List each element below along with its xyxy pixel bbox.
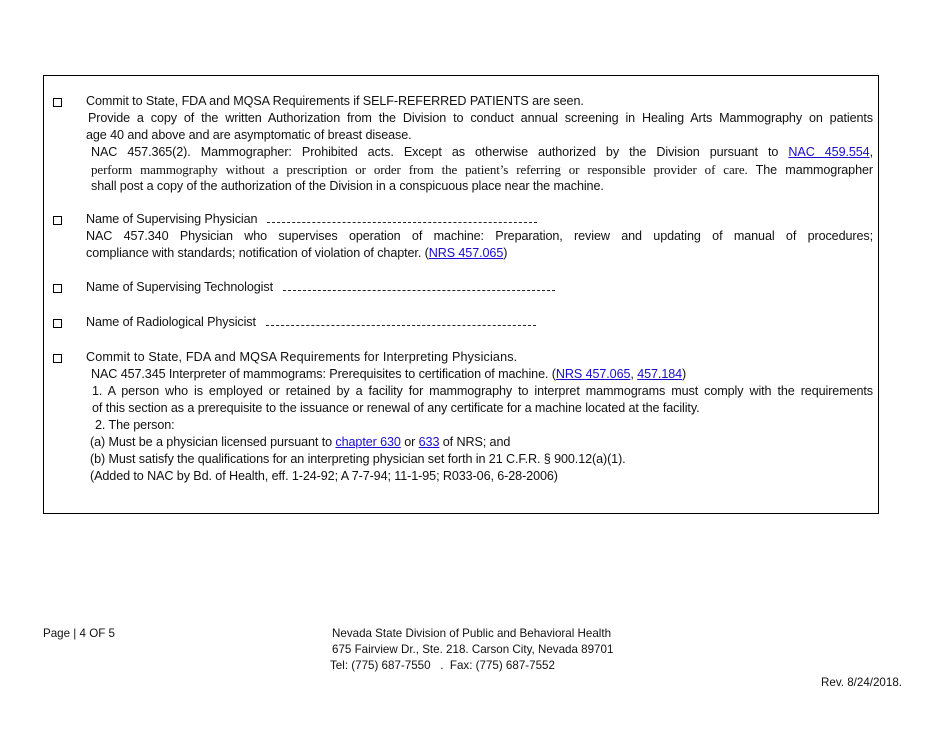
item-title: Commit to State, FDA and MQSA Requirements for Interpreting Physicians. (86, 350, 518, 364)
nrs-457-065-link[interactable]: NRS 457.065 (428, 246, 504, 260)
checkbox-supervising-technologist[interactable] (53, 284, 62, 293)
item-text: Provide a copy of the written Authorization from the Division to conduct annual screening in Healing Arts Mammography on patients (88, 111, 873, 125)
org-address: 675 Fairview Dr., Ste. 218. Carson City, Nevada 89701 (332, 643, 614, 656)
item-text: NAC 457.345 Interpreter of mammograms: Prerequisites to certification of machine. ( (91, 367, 556, 381)
item-text: of NRS; and (439, 435, 511, 449)
nac-459-554-link[interactable]: NAC 459.554 (788, 145, 870, 159)
item-title: Commit to State, FDA and MQSA Requirements if SELF-REFERRED PATIENTS are seen. (86, 94, 584, 108)
field-label: Name of Supervising Physician (86, 212, 258, 226)
punctuation: ) (503, 246, 508, 260)
page-number: Page | 4 OF 5 (43, 627, 115, 640)
item-text: of this section as a prerequisite to the issuance or renewal of any certificate for a machine located at the facility. (92, 401, 700, 415)
checkbox-radiological-physicist[interactable] (53, 319, 62, 328)
supervising-technologist-field[interactable] (283, 280, 555, 291)
org-name: Nevada State Division of Public and Behavioral Health (332, 627, 612, 640)
checkbox-supervising-physician[interactable] (53, 216, 62, 225)
punctuation: , (869, 145, 873, 159)
condition-a-line (90, 434, 510, 451)
chapter-630-link[interactable]: chapter 630 (335, 435, 401, 449)
checkbox-interpreting-physicians[interactable] (53, 354, 62, 363)
item-text: shall post a copy of the authorization of the Division in a conspicuous place near the machine. (91, 179, 604, 193)
nac-457-365-line-2 (91, 161, 873, 179)
item-text: (b) Must satisfy the qualifications for an interpreting physician set forth in 21 C.F.R. § 900.12(a)(1). (90, 452, 626, 466)
nac-457-365-line (91, 144, 873, 161)
history-note: (Added to NAC by Bd. of Health, eff. 1-24-92; A 7-7-94; 11-1-95; R033-06, 6-28-2006) (90, 469, 558, 483)
supervising-technologist-row (86, 279, 555, 296)
item-text: age 40 and above and are asymptomatic of breast disease. (86, 128, 412, 142)
item-text: 1. A person who is employed or retained by a facility for mammography to interpret mammograms must comply with the requirements (92, 384, 873, 398)
serif-text: perform mammography without a prescription or order from the patient’s referring or responsible provider of care. (91, 162, 748, 177)
checkbox-self-referred[interactable] (53, 98, 62, 107)
field-label: Name of Supervising Technologist (86, 280, 273, 294)
radiological-physicist-field[interactable] (266, 315, 536, 326)
radiological-physicist-row (86, 314, 536, 331)
item-text: NAC 457.340 Physician who supervises operation of machine: Preparation, review and updating of manual of procedures; (86, 229, 873, 243)
supervising-physician-field[interactable] (267, 212, 537, 223)
item-text: (a) Must be a physician licensed pursuant to (90, 435, 336, 449)
nrs-457-065-link[interactable]: NRS 457.065 (555, 367, 631, 381)
item-text: The mammographer (747, 163, 873, 177)
requirements-form-box (43, 75, 879, 514)
nrs-457-184-link[interactable]: 457.184 (637, 367, 683, 381)
org-contact: Tel: (775) 687-7550 . Fax: (775) 687-7552 (330, 659, 555, 672)
field-label: Name of Radiological Physicist (86, 315, 256, 329)
item-text: compliance with standards; notification of violation of chapter. ( (86, 246, 429, 260)
item-text: or (400, 435, 419, 449)
supervising-physician-row (86, 211, 537, 228)
nac-457-345-line (91, 366, 686, 383)
revision-date: Rev. 8/24/2018. (821, 676, 902, 689)
nac-text: NAC 457.365(2). Mammographer: Prohibited acts. Except as otherwise authorized by the Division pursuant to (91, 145, 779, 159)
item-text: 2. The person: (95, 418, 175, 432)
punctuation: ) (682, 367, 687, 381)
nac-457-340-line-2 (86, 245, 507, 262)
chapter-633-link[interactable]: 633 (418, 435, 440, 449)
punctuation: , (630, 367, 638, 381)
